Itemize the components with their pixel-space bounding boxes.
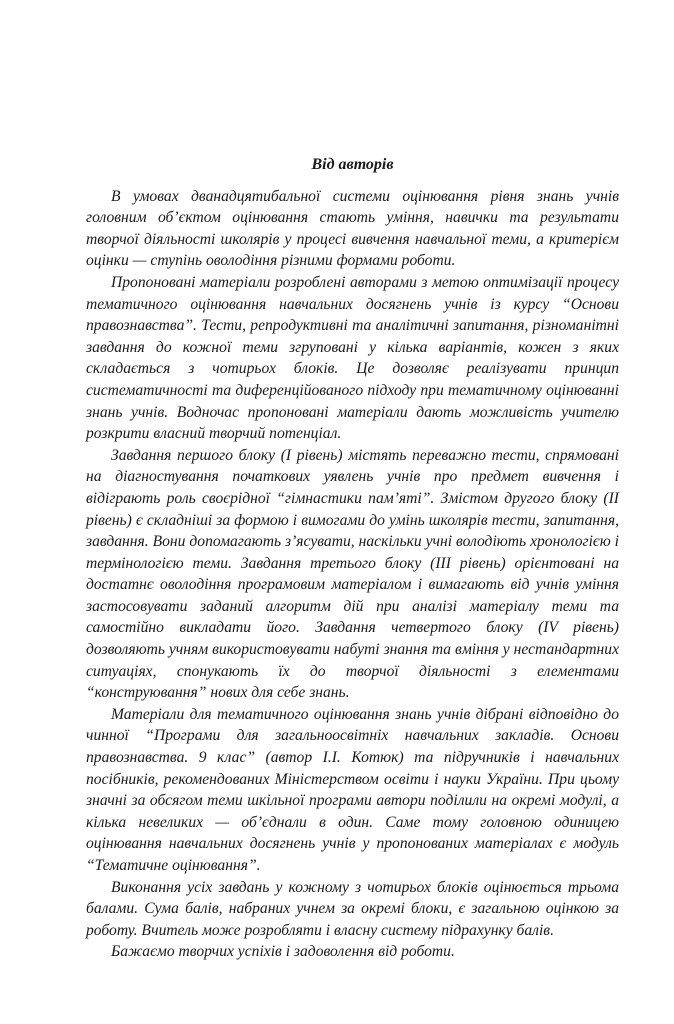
paragraph: Пропоновані матеріали розроблені авторами з метою оптимізації процесу тематичного оцінювання навчальних досягнень учнів із курсу “Основи правознавства”. Тести, репродуктивні та аналітичні запитання, різноманітні завдання до кожної теми згруповані у кілька варіантів, кожен з яких складається з чотирьох блоків. Це дозволяє реалізувати принцип систематичності та диференційованого підходу при тематичному оцінюванні знань учнів. Водночас пропоновані матеріали дають можливість учителю розкрити власний творчий потенціал. [86,273,619,443]
document-page [86,154,619,963]
paragraph: Виконання усіх завдань у кожному з чотирьох блоків оцінюється трьома балами. Сума балів, набраних учнем за окремі блоки, є загальною оцінкою за роботу. Вчитель може розробляти і власну систему підрахунку балів. [86,878,619,939]
paragraph: В умовах дванадцятибальної системи оцінювання рівня знань учнів головним об’єктом оцінювання стають уміння, навички та результати творчої діяльності школярів у процесі вивчення навчальної теми, а критерієм оцінки — ступінь оволодіння різними формами роботи. [86,187,619,270]
paragraph: Бажаємо творчих успіхів і задоволення від роботи. [111,943,455,961]
paragraph: Матеріали для тематичного оцінювання знань учнів дібрані відповідно до чинної “Програми для загальноосвітніх навчальних закладів. Основи правознавства. 9 клас” (автор І.І. Котюк) та підручників і навчальних посібників, рекомендованих Міністерством освіти і науки України. При цьому значні за обсягом теми шкільної програми автори поділили на окремі модулі, а кілька невеликих — об’єднали в один. Саме тому головною одиницею оцінювання навчальних досягнень учнів у пропонованих матеріалах є модуль “Тематичне оцінювання”. [86,705,619,874]
page-title: Від авторів [311,156,394,173]
paragraph: Завдання першого блоку (І рівень) містять переважно тести, спрямовані на діагностування початкових уявлень учнів про предмет вивчення і відіграють роль своєрідної “гімнастики пам’яті”. Змістом другого блоку (ІІ рівень) є складніші за формою і вимогами до умінь школярів тести, запитання, завдання. Вони допомагають з’ясувати, наскільки учні володіють хронологією і термінологією теми. Завдання третього блоку (ІІІ рівень) орієнтовані на достатнє оволодіння програмовим матеріалом і вимагають від учнів уміння застосовувати заданий алгоритм дій при аналізі матеріалу теми та самостійно викладати його. Завдання четвертого блоку (IV рівень) дозволяють учням використовувати набуті знання та вміння у нестандартних ситуаціях, спонукають їх до творчої діяльності з елементами “конструювання” нових для себе знань. [86,446,619,702]
